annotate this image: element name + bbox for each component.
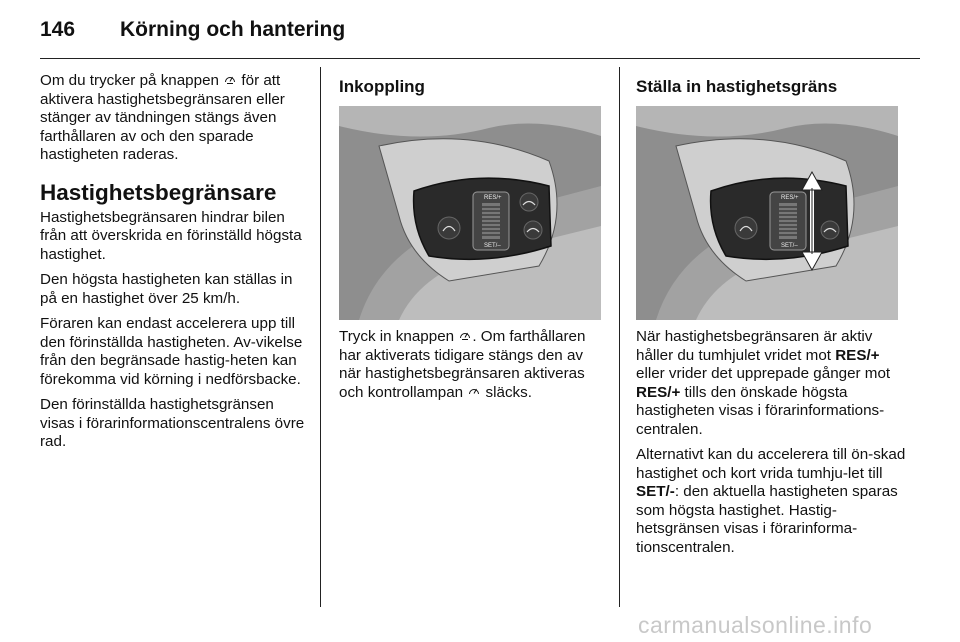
paragraph: Föraren kan endast accelerera upp till den förinställda hastigheten. Av-vikelse från den begränsade hastig-heten kan förekomma vid körning i nedförsbacke. [40,315,303,388]
column-2 [339,72,607,409]
speed-limiter-icon [458,328,472,347]
header-rule [40,58,920,59]
page-number: 146 [40,18,76,41]
section-heading: Hastighetsbegränsare [40,179,277,205]
cruise-control-icon [467,384,481,403]
steering-wheel-figure [339,106,601,320]
subsection-heading: Ställa in hastighetsgräns [636,77,838,96]
column-divider-2 [619,67,620,607]
set-label: SET/– [484,243,501,249]
res-label: RES/+ [781,195,799,201]
set-label: SET/– [781,243,798,249]
paragraph: Tryck in knappen . Om farthållaren har aktiverats tidigare stängs den av när hastighetsbegränsaren aktiveras och kontrollampan släcks. [339,328,586,401]
subsection-heading: Inkoppling [339,77,425,96]
speed-limiter-icon [223,72,237,91]
page-header [40,18,920,58]
res-label: RES/+ [484,195,502,201]
paragraph: Alternativt kan du accelerera till ön-skad hastighet och kort vrida tumhju-let till SET/-: den aktuella hastigheten sparas som högsta hastighet. Hastig-hetsgränsen visas i förarinforma-tionscentralen. [636,446,906,556]
watermark: carmanualsonline.info [638,612,873,638]
column-1 [40,72,308,459]
paragraph: Den högsta hastigheten kan ställas in på en hastighet över 25 km/h. [40,271,293,307]
column-divider-1 [320,67,321,607]
paragraph: Hastighetsbegränsaren hindrar bilen från att överskrida en förinställd högsta hastighet. [40,208,302,263]
steering-wheel-figure [636,106,898,320]
chapter-title: Körning och hantering [120,18,346,41]
intro-paragraph: Om du trycker på knappen för att aktivera hastighetsbegränsaren eller stänger av tändningen stängs även farthållaren av och den sparade hastigheten raderas. [40,72,285,163]
column-3 [636,72,906,564]
paragraph: Den förinställda hastighetsgränsen visas i förarinformationscentralens övre rad. [40,396,305,450]
paragraph: När hastighetsbegränsaren är aktiv håller du tumhjulet vridet mot RES/+ eller vrider det upprepade gånger mot RES/+ tills den önskade högsta hastigheten visas i förarinformations-centralen. [636,328,891,438]
